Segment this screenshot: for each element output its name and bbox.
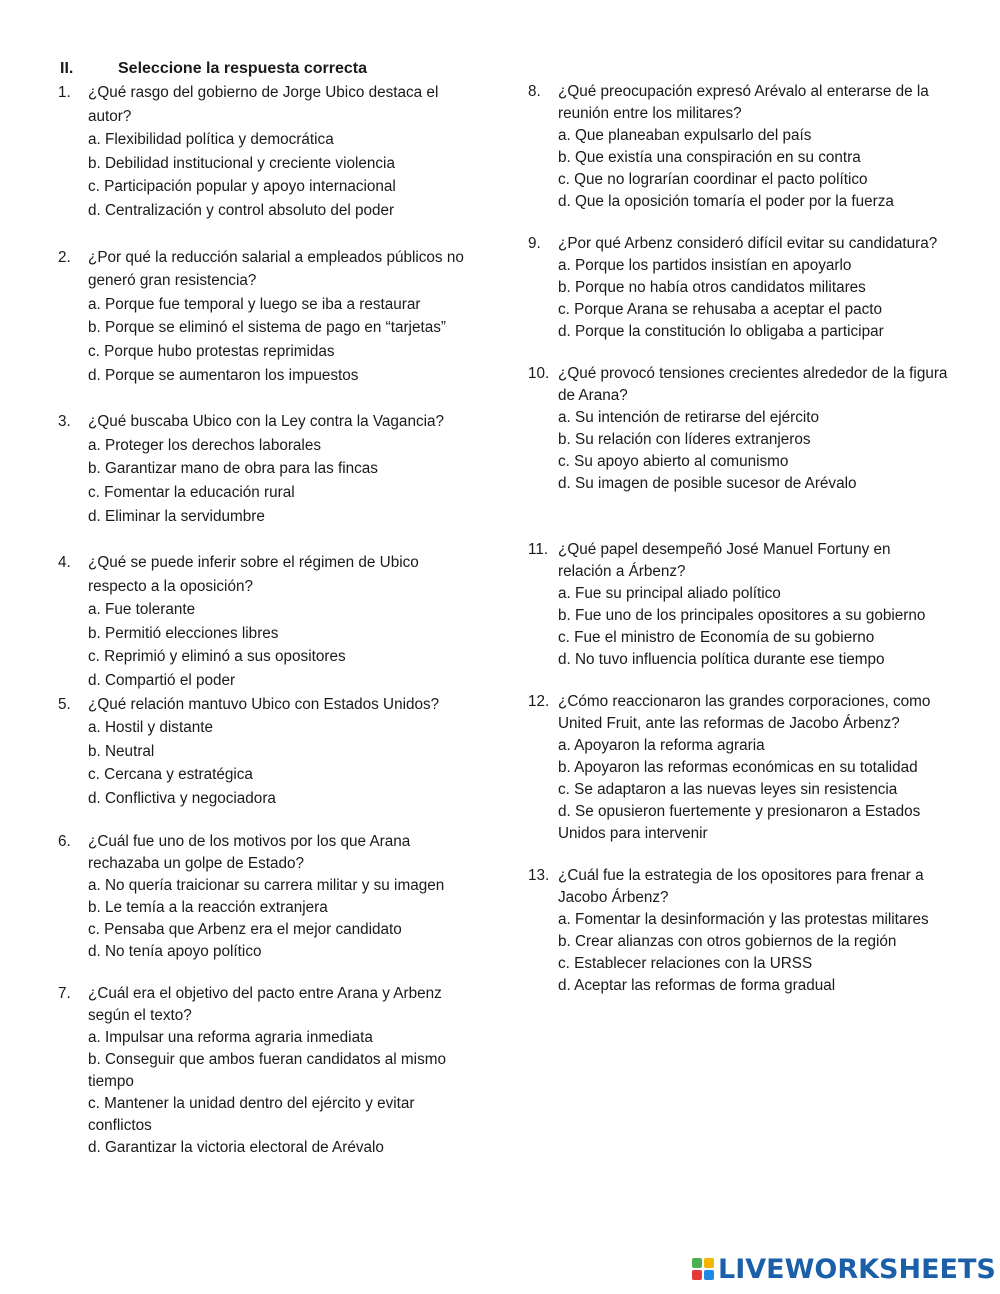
answer-option[interactable]: a. Impulsar una reforma agraria inmediata (88, 1028, 373, 1046)
answer-option[interactable]: a. Porque fue temporal y luego se iba a restaurar (88, 295, 421, 313)
answer-option[interactable]: c. Fomentar la educación rural (88, 483, 295, 501)
answer-option[interactable]: b. Crear alianzas con otros gobiernos de la región (558, 933, 897, 950)
answer-option[interactable]: c. Porque Arana se rehusaba a aceptar el pacto (558, 301, 882, 318)
liveworksheets-logo-text: LIVEWORKSHEETS (718, 1253, 996, 1285)
question-stem: ¿Cómo reaccionaron las grandes corporaciones, como United Fruit, ante las reformas de Jacobo Árbenz? (558, 693, 931, 732)
answer-option[interactable]: d. Se opusieron fuertemente y presionaron a Estados Unidos para intervenir (558, 803, 921, 842)
liveworksheets-logo (692, 1254, 996, 1284)
answer-option[interactable]: b. Permitió elecciones libres (88, 624, 279, 642)
answer-option[interactable]: b. Que existía una conspiración en su contra (558, 149, 861, 166)
answer-option[interactable]: a. Que planeaban expulsarlo del país (558, 127, 812, 144)
question-5 (58, 693, 478, 811)
section-title: Seleccione la respuesta correcta (118, 60, 368, 77)
question-stem: ¿Qué relación mantuvo Ubico con Estados Unidos? (88, 695, 440, 713)
answer-option[interactable]: a. No quería traicionar su carrera militar y su imagen (88, 876, 445, 894)
question-9 (528, 233, 948, 343)
answer-option[interactable]: c. Reprimió y eliminó a sus opositores (88, 648, 346, 666)
answer-option[interactable]: c. Porque hubo protestas reprimidas (88, 342, 335, 360)
logo-square-4 (704, 1270, 714, 1280)
answer-option[interactable]: b. Porque se eliminó el sistema de pago en “tarjetas” (88, 319, 446, 337)
question-number: 6. (58, 832, 71, 850)
answer-option[interactable]: c. Establecer relaciones con la URSS (558, 955, 813, 972)
question-number: 9. (528, 235, 541, 252)
question-stem: ¿Cuál fue uno de los motivos por los que Arana rechazaba un golpe de Estado? (88, 832, 411, 872)
question-8 (528, 81, 948, 213)
answer-option[interactable]: a. Proteger los derechos laborales (88, 436, 321, 454)
answer-option[interactable]: c. Su apoyo abierto al comunismo (558, 453, 789, 470)
answer-option[interactable]: d. Garantizar la victoria electoral de Arévalo (88, 1138, 384, 1156)
question-4 (58, 551, 478, 693)
answer-option[interactable]: b. Su relación con líderes extranjeros (558, 431, 811, 448)
answer-option[interactable]: a. Fomentar la desinformación y las protestas militares (558, 911, 929, 928)
question-stem: ¿Por qué la reducción salarial a empleados públicos no generó gran resistencia? (88, 248, 464, 290)
answer-option[interactable]: a. Porque los partidos insistían en apoyarlo (558, 257, 852, 274)
question-stem: ¿Qué se puede inferir sobre el régimen de Ubico respecto a la oposición? (88, 554, 419, 595)
answer-option[interactable]: b. Debilidad institucional y creciente violencia (88, 154, 395, 172)
question-2 (58, 246, 478, 388)
question-number: 11. (528, 541, 549, 558)
question-number: 5. (58, 695, 71, 713)
question-stem: ¿Cuál era el objetivo del pacto entre Arana y Arbenz según el texto? (88, 984, 442, 1024)
question-number: 12. (528, 693, 550, 710)
question-number: 13. (528, 867, 550, 884)
question-stem: ¿Por qué Arbenz consideró difícil evitar su candidatura? (558, 235, 938, 252)
answer-option[interactable]: b. Garantizar mano de obra para las fincas (88, 460, 378, 478)
left-question-column (58, 81, 478, 1159)
question-10 (528, 363, 948, 495)
answer-option[interactable]: a. Apoyaron la reforma agraria (558, 737, 765, 754)
question-1 (58, 81, 478, 223)
question-7 (58, 983, 478, 1159)
liveworksheets-logo-icon (692, 1258, 714, 1280)
question-stem: ¿Qué papel desempeñó José Manuel Fortuny en relación a Árbenz? (558, 541, 891, 580)
answer-option[interactable]: b. Apoyaron las reformas económicas en su totalidad (558, 759, 918, 776)
answer-option[interactable]: a. Flexibilidad política y democrática (88, 131, 334, 149)
question-stem: ¿Qué provocó tensiones crecientes alrededor de la figura de Arana? (558, 365, 948, 404)
answer-option[interactable]: c. Cercana y estratégica (88, 766, 253, 784)
answer-option[interactable]: d. Centralización y control absoluto del poder (88, 201, 395, 219)
question-12 (528, 691, 948, 845)
answer-option[interactable]: a. Su intención de retirarse del ejército (558, 409, 820, 426)
question-number: 4. (58, 554, 71, 572)
answer-option[interactable]: c. Pensaba que Arbenz era el mejor candidato (88, 920, 402, 938)
answer-option[interactable]: b. Fue uno de los principales opositores a su gobierno (558, 607, 926, 624)
question-11 (528, 539, 948, 671)
section-roman-numeral: II. (60, 60, 74, 77)
question-stem: ¿Cuál fue la estrategia de los opositores para frenar a Jacobo Árbenz? (558, 867, 924, 906)
answer-option[interactable]: c. Mantener la unidad dentro del ejército y evitar conflictos (88, 1094, 415, 1134)
answer-option[interactable]: d. Aceptar las reformas de forma gradual (558, 977, 836, 994)
answer-option[interactable]: b. Conseguir que ambos fueran candidatos al mismo tiempo (88, 1050, 446, 1090)
answer-option[interactable]: c. Fue el ministro de Economía de su gobierno (558, 629, 875, 646)
question-3 (58, 410, 478, 528)
answer-option[interactable]: a. Hostil y distante (88, 719, 213, 737)
answer-option[interactable]: d. Conflictiva y negociadora (88, 790, 276, 808)
answer-option[interactable]: d. No tenía apoyo político (88, 942, 262, 960)
answer-option[interactable]: d. Porque se aumentaron los impuestos (88, 366, 359, 384)
question-13 (528, 865, 948, 997)
section-heading (60, 60, 367, 78)
answer-option[interactable]: b. Porque no había otros candidatos militares (558, 279, 866, 296)
question-stem: ¿Qué rasgo del gobierno de Jorge Ubico destaca el autor? (88, 84, 439, 125)
right-question-column (528, 81, 948, 997)
answer-option[interactable]: c. Se adaptaron a las nuevas leyes sin resistencia (558, 781, 898, 798)
answer-option[interactable]: d. Que la oposición tomaría el poder por la fuerza (558, 193, 894, 210)
question-number: 1. (58, 84, 71, 101)
question-number: 2. (58, 248, 71, 266)
answer-option[interactable]: d. Compartió el poder (88, 672, 236, 690)
answer-option[interactable]: c. Participación popular y apoyo internacional (88, 178, 396, 196)
question-number: 10. (528, 365, 550, 382)
question-number: 3. (58, 413, 71, 431)
question-6 (58, 831, 478, 963)
question-number: 7. (58, 984, 71, 1002)
answer-option[interactable]: a. Fue tolerante (88, 601, 196, 619)
answer-option[interactable]: d. No tuvo influencia política durante ese tiempo (558, 651, 885, 668)
question-stem: ¿Qué buscaba Ubico con la Ley contra la Vagancia? (88, 413, 445, 431)
answer-option[interactable]: a. Fue su principal aliado político (558, 585, 781, 602)
question-number: 8. (528, 83, 541, 100)
answer-option[interactable]: d. Su imagen de posible sucesor de Arévalo (558, 475, 857, 492)
answer-option[interactable]: b. Neutral (88, 742, 155, 760)
logo-square-3 (692, 1270, 702, 1280)
logo-square-2 (704, 1258, 714, 1268)
answer-option[interactable]: c. Que no lograrían coordinar el pacto político (558, 171, 868, 188)
answer-option[interactable]: d. Porque la constitución lo obligaba a participar (558, 323, 884, 340)
answer-option[interactable]: d. Eliminar la servidumbre (88, 507, 265, 525)
answer-option[interactable]: b. Le temía a la reacción extranjera (88, 898, 328, 916)
question-stem: ¿Qué preocupación expresó Arévalo al enterarse de la reunión entre los militares? (558, 83, 929, 122)
logo-square-1 (692, 1258, 702, 1268)
